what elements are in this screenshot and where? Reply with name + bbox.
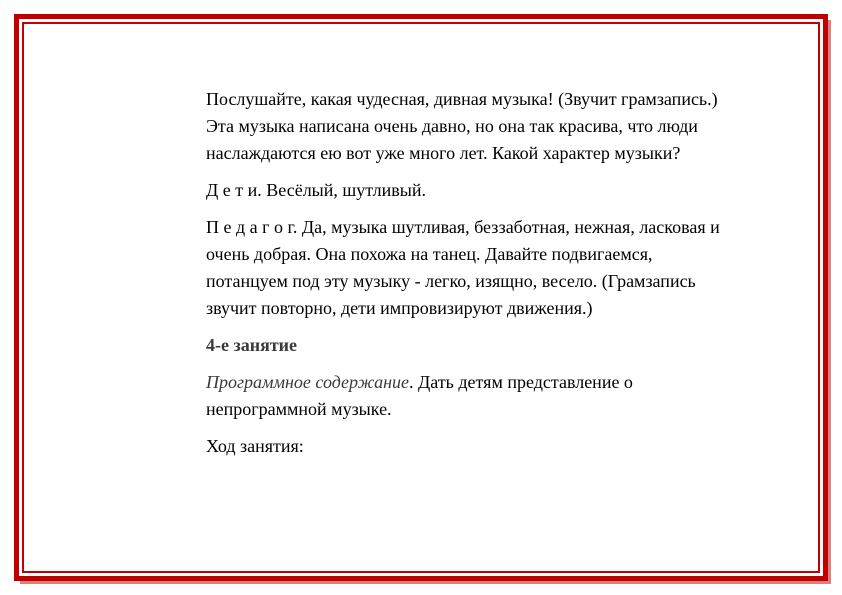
border-shadow-right	[828, 20, 831, 584]
paragraph-program-content	[206, 369, 726, 423]
paragraph-lesson-flow: Ход занятия:	[206, 436, 304, 456]
text-body	[206, 86, 726, 470]
paragraph-teacher: П е д а г о г. Да, музыка шутливая, беззаботная, нежная, ласковая и очень добрая. Она похожа на танец. Давайте подвигаемся, потанцуем под эту музыку - легко, изящно, весело. (Грамзапись звучит повторно, дети импровизируют движения.)	[206, 217, 720, 318]
program-content-text: . Дать детям представление о непрограммной музыке.	[206, 372, 633, 419]
paragraph-children-answer: Д е т и. Весёлый, шутливый.	[206, 180, 427, 200]
program-content-label: Программное содержание	[206, 372, 410, 392]
paragraph-intro: Послушайте, какая чудесная, дивная музыка! (Звучит грамзапись.) Эта музыка написана очень давно, но она так красива, что люди наслаждаются ею вот уже много лет. Какой характер музыки?	[206, 89, 718, 163]
lesson-heading: 4-е занятие	[206, 335, 298, 355]
border-shadow-bottom	[20, 581, 831, 584]
